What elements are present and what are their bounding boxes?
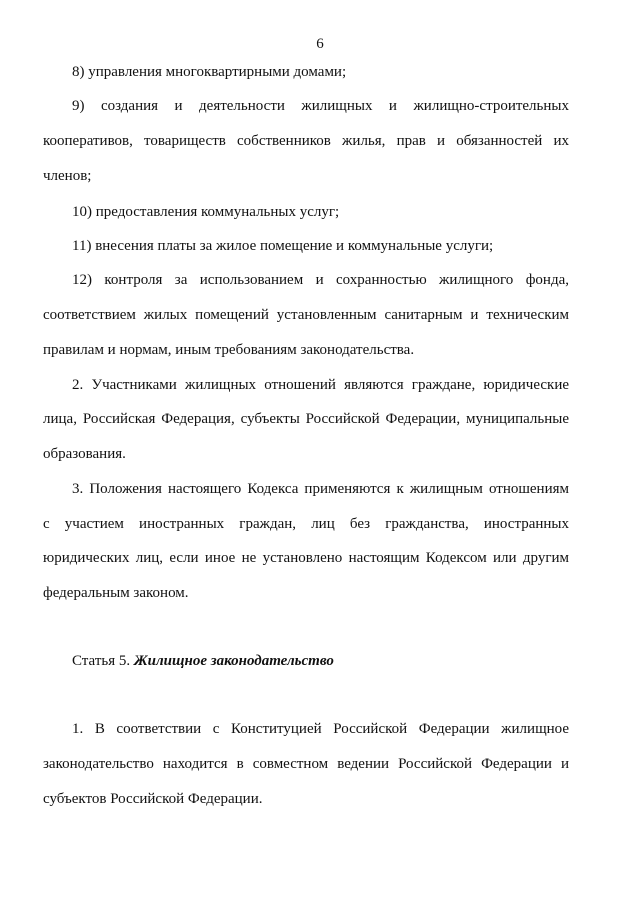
text-line: субъектов Российской Федерации.	[43, 791, 263, 807]
text-line: 3. Положения настоящего Кодекса применяются к жилищным отношениям	[72, 481, 569, 497]
text-line: кооперативов, товариществ собственников жилья, прав и обязанностей их	[43, 133, 569, 149]
article-title: Жилищное законодательство	[133, 653, 334, 669]
text-line: федеральным законом.	[43, 585, 189, 601]
text-line: правилам и нормам, иным требованиям законодательства.	[43, 342, 415, 358]
text-line: 2. Участниками жилищных отношений являются граждане, юридические	[72, 377, 569, 393]
text-line: законодательство находится в совместном ведении Российской Федерации и	[43, 756, 569, 772]
text-line: с участием иностранных граждан, лиц без гражданства, иностранных	[43, 516, 569, 532]
text-line: лица, Российская Федерация, субъекты Российской Федерации, муниципальные	[43, 411, 569, 427]
page-number: 6	[316, 36, 324, 52]
text-line: 8) управления многоквартирными домами;	[72, 64, 347, 80]
text-line: образования.	[43, 446, 126, 462]
text-line: 12) контроля за использованием и сохранностью жилищного фонда,	[72, 272, 569, 288]
text-line: соответствием жилых помещений установленным санитарным и техническим	[43, 307, 569, 323]
text-line: членов;	[43, 168, 92, 184]
article-prefix: Статья 5.	[72, 653, 134, 669]
text-line: 10) предоставления коммунальных услуг;	[72, 204, 340, 220]
text-line: 11) внесения платы за жилое помещение и коммунальные услуги;	[72, 238, 494, 254]
text-line: 1. В соответствии с Конституцией Российской Федерации жилищное	[72, 721, 569, 737]
text-line: юридических лиц, если иное не установлено настоящим Кодексом или другим	[43, 550, 569, 566]
text-line: 9) создания и деятельности жилищных и жилищно-строительных	[72, 98, 569, 114]
article-heading	[72, 651, 569, 671]
